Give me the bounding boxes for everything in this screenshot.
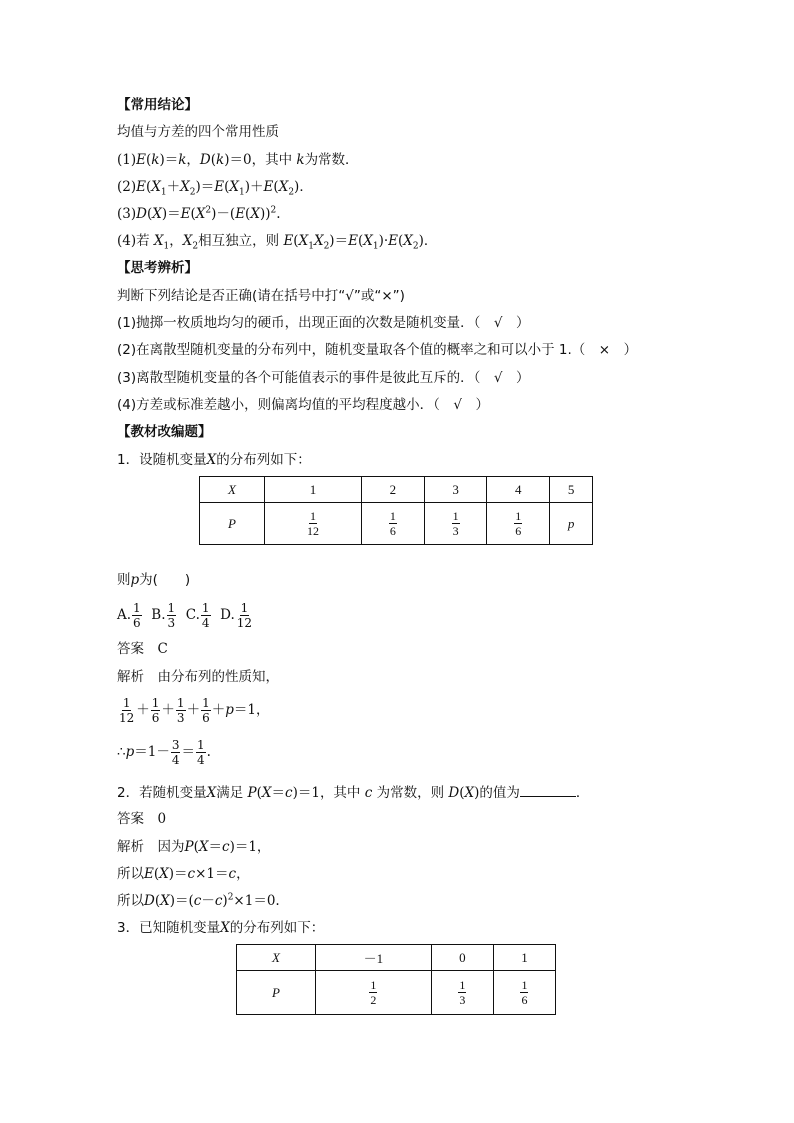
q2-answer: 答案 0 [117, 811, 167, 827]
property-2: $(2)E(X_1+X_2)=E(X_1)+E(X_2)$． [117, 179, 313, 198]
judgment-item-3: (3)离散型随机变量的各个可能值表示的事件是彼此互斥的．（ √ ） [117, 370, 530, 386]
q1-analysis: 解析 由分布列的性质知， [117, 669, 279, 685]
section-common-conclusion: 【常用结论】 [117, 97, 198, 113]
q1-options [117, 600, 254, 630]
thinking-intro: 判断下列结论是否正确(请在括号中打“√”或“×”) [117, 288, 405, 304]
conclusion-title: 均值与方差的四个常用性质 [117, 124, 279, 140]
q1-equation-result: ∴p＝1－ $\frac{3}{4}$ ＝ $\frac{1}{4}$ . [117, 738, 211, 767]
q2-expectation: 所以E(X)＝c×1＝c， [117, 866, 250, 882]
q1-option-a[interactable]: A. $\frac{1}{6}$ [117, 601, 141, 630]
judgment-item-2: (2)在离散型随机变量的分布列中，随机变量取各个值的概率之和可以小于 1.（ × ） [117, 342, 638, 358]
q1-equation-sum: $\frac{1}{12}$ ＋ $\frac{1}{6}$ ＋ $\frac{1}{3}$ ＋ $\frac{1}{6}$ ＋p＝1， [119, 696, 270, 725]
q1-stem: 1．设随机变量X的分布列如下： [117, 452, 311, 468]
q2-variance: 所以$D(X)=(c-c)^2\times 1=0$. [117, 892, 280, 909]
q1-answer: 答案 C [117, 641, 168, 657]
q1-option-c[interactable]: C. $\frac{1}{4}$ [185, 601, 210, 630]
property-4: (4)若 $X_1$，$X_2$相互独立，则 $E(X_1X_2)=E(X_1)\cdot E(X_2)$． [117, 233, 438, 252]
q3-stem: 3．已知随机变量X的分布列如下： [117, 920, 325, 936]
judgment-item-1: (1)抛掷一枚质地均匀的硬币，出现正面的次数是随机变量．（ √ ） [117, 315, 530, 331]
section-thinking: 【思考辨析】 [117, 260, 198, 276]
q2-answer-blank[interactable] [520, 783, 576, 797]
q1-option-b[interactable]: B. $\frac{1}{3}$ [151, 601, 176, 630]
property-3: $(3)D(X)=E(X^2)-(E(X))^2$. [117, 205, 281, 222]
section-textbook: 【教材改编题】 [117, 424, 212, 440]
q1-option-d[interactable]: D. $\frac{1}{12}$ [220, 601, 253, 630]
property-1: (1)E(k)＝k，D(k)＝0，其中 k为常数． [117, 152, 359, 168]
judgment-item-4: (4)方差或标准差越小，则偏离均值的平均程度越小．（ √ ） [117, 397, 489, 413]
q1-distribution-table: X 1 2 3 4 5 P $\frac{1}{12}$ $\frac{1}{6}$ $\frac{1}{3}$ $\frac{1}{6}$ p [199, 476, 593, 545]
q1-question: 则p为( ) [117, 572, 191, 588]
q3-distribution-table: X －1 0 1 P $\frac{1}{2}$ $\frac{1}{3}$ $\frac{1}{6}$ [236, 944, 556, 1015]
q2-analysis: 解析 因为P(X＝c)＝1， [117, 839, 271, 855]
q2-stem: 2．若随机变量X满足 P(X＝c)＝1，其中 c 为常数，则 D(X)的值为 ． [117, 785, 590, 801]
